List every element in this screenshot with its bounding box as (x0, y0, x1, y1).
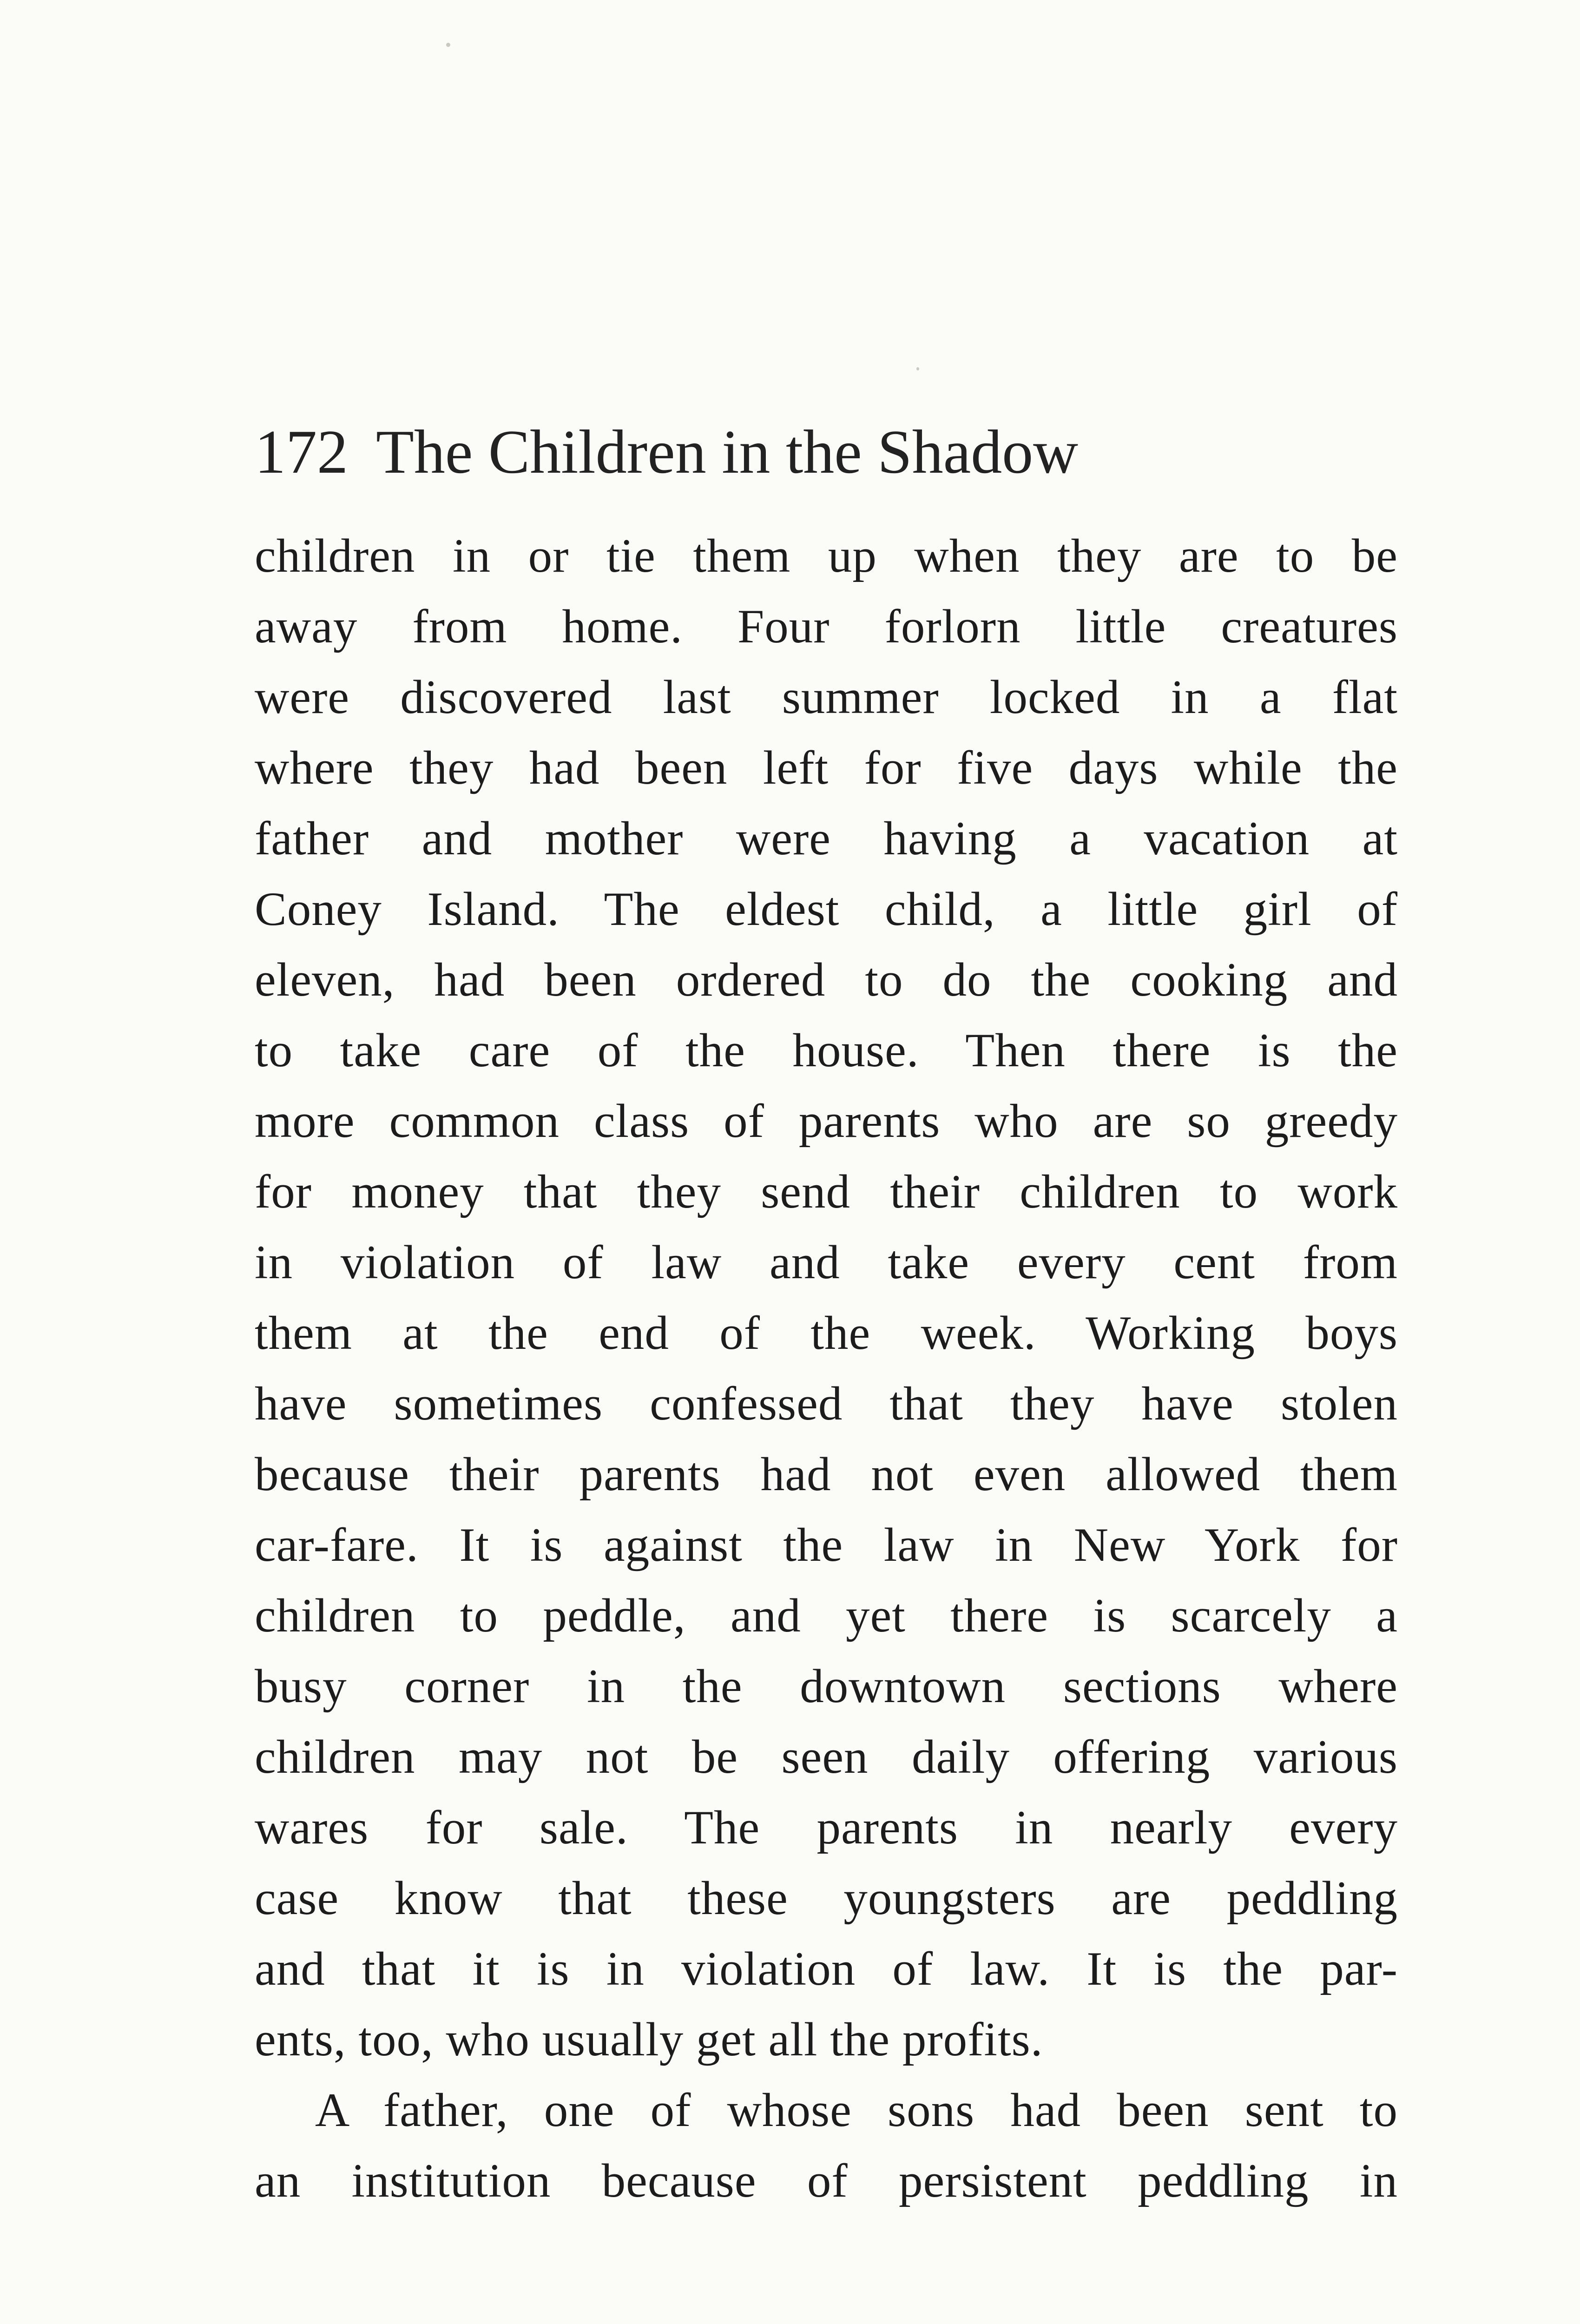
text-line: for money that they send their children to work (255, 1165, 1398, 1218)
text-line: where they had been left for five days while the (255, 741, 1398, 794)
running-head-title: The Children in the Shadow (376, 417, 1078, 486)
text-line: an institution because of persistent peddling in (255, 2154, 1398, 2207)
text-line: ents, too, who usually get all the profits. (255, 2013, 1043, 2066)
paragraph (255, 2075, 1398, 2216)
text-line: them at the end of the week. Working boys (255, 1307, 1398, 1360)
text-line: more common class of parents who are so greedy (255, 1095, 1398, 1148)
text-line: Coney Island. The eldest child, a little girl of (255, 883, 1398, 936)
text-line: away from home. Four forlorn little creatures (255, 600, 1398, 653)
text-line: children in or tie them up when they are to be (255, 529, 1398, 582)
text-line: to take care of the house. Then there is the (255, 1024, 1398, 1077)
text-line: children may not be seen daily offering various (255, 1730, 1398, 1783)
text-line: children to peddle, and yet there is scarcely a (255, 1589, 1398, 1642)
text-line: because their parents had not even allowed them (255, 1448, 1398, 1501)
text-line: eleven, had been ordered to do the cooking and (255, 953, 1398, 1006)
text-line: were discovered last summer locked in a flat (255, 671, 1398, 724)
text-line: A father, one of whose sons had been sent to (315, 2084, 1398, 2137)
text-line: wares for sale. The parents in nearly every (255, 1801, 1398, 1854)
running-head (255, 405, 1370, 498)
text-line: busy corner in the downtown sections where (255, 1660, 1398, 1713)
paper-speck (916, 367, 919, 370)
paper-speck (446, 43, 450, 47)
text-line: in violation of law and take every cent from (255, 1236, 1398, 1289)
paragraph (255, 521, 1398, 2075)
text-line: case know that these youngsters are peddling (255, 1872, 1398, 1925)
text-line: have sometimes confessed that they have stolen (255, 1377, 1398, 1430)
page-number: 172 (255, 417, 348, 486)
body-text (255, 521, 1398, 2216)
text-line: father and mother were having a vacation at (255, 812, 1398, 865)
text-line: and that it is in violation of law. It is the par- (255, 1942, 1398, 1995)
text-line: car-fare. It is against the law in New York for (255, 1519, 1398, 1571)
